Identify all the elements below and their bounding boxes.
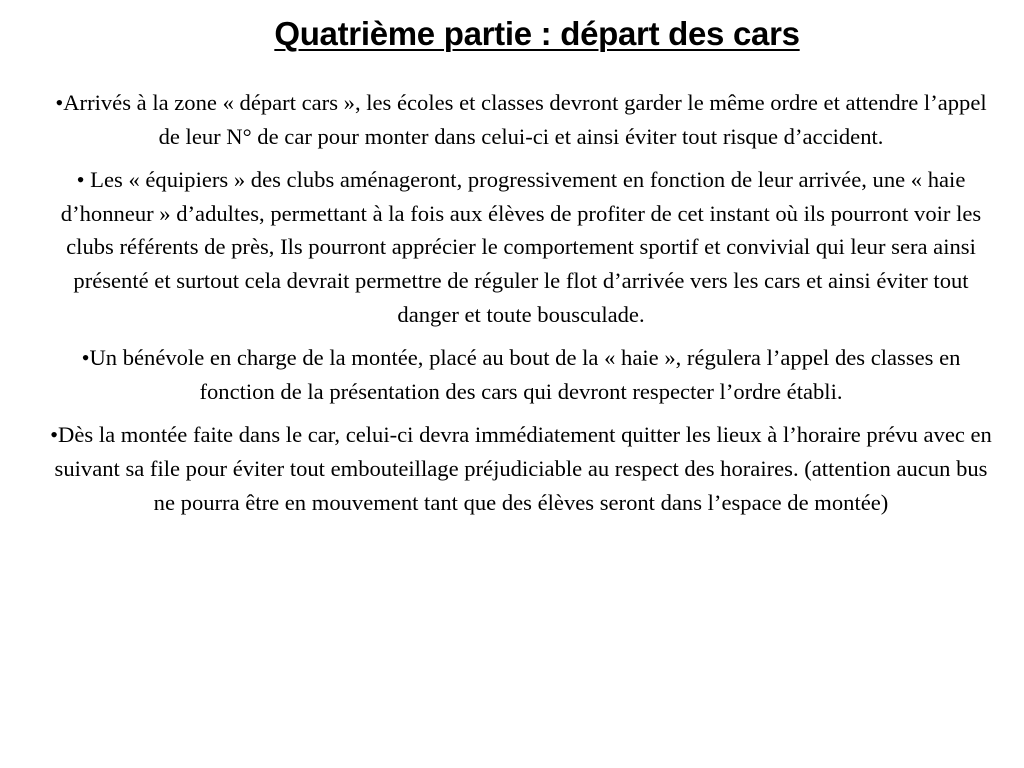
- paragraph-montee-car: •Dès la montée faite dans le car, celui-ci devra immédiatement quitter les lieux à l’horaire prévu avec en suivant sa file pour éviter tout embouteillage préjudiciable au respect des horaires. (attention aucun bus ne pourra être en mouvement tant que des élèves seront dans l’espace de montée): [50, 422, 992, 515]
- paragraph-depart-zone: •Arrivés à la zone « départ cars », les écoles et classes devront garder le même ordre et attendre l’appel de leur N° de car pour monter dans celui-ci et ainsi éviter tout risque d’accident.: [55, 90, 987, 149]
- paragraph-haie-honneur: • Les « équipiers » des clubs aménageront, progressivement en fonction de leur arrivée, une « haie d’honneur » d’adultes, permettant à la fois aux élèves de profiter de cet instant où ils pourront voir les clubs référents de près, Ils pourront apprécier le comportement sportif et convivial qui leur sera ainsi présenté et surtout cela devrait permettre de réguler le flot d’arrivée vers les cars et ainsi éviter tout danger et toute bousculade.: [60, 167, 982, 327]
- slide-body: [50, 86, 992, 529]
- slide-title: Quatrième partie : départ des cars: [274, 15, 800, 52]
- paragraph-benevole: •Un bénévole en charge de la montée, placé au bout de la « haie », régulera l’appel des classes en fonction de la présentation des cars qui devront respecter l’ordre établi.: [81, 345, 961, 404]
- title-area: [0, 0, 1024, 64]
